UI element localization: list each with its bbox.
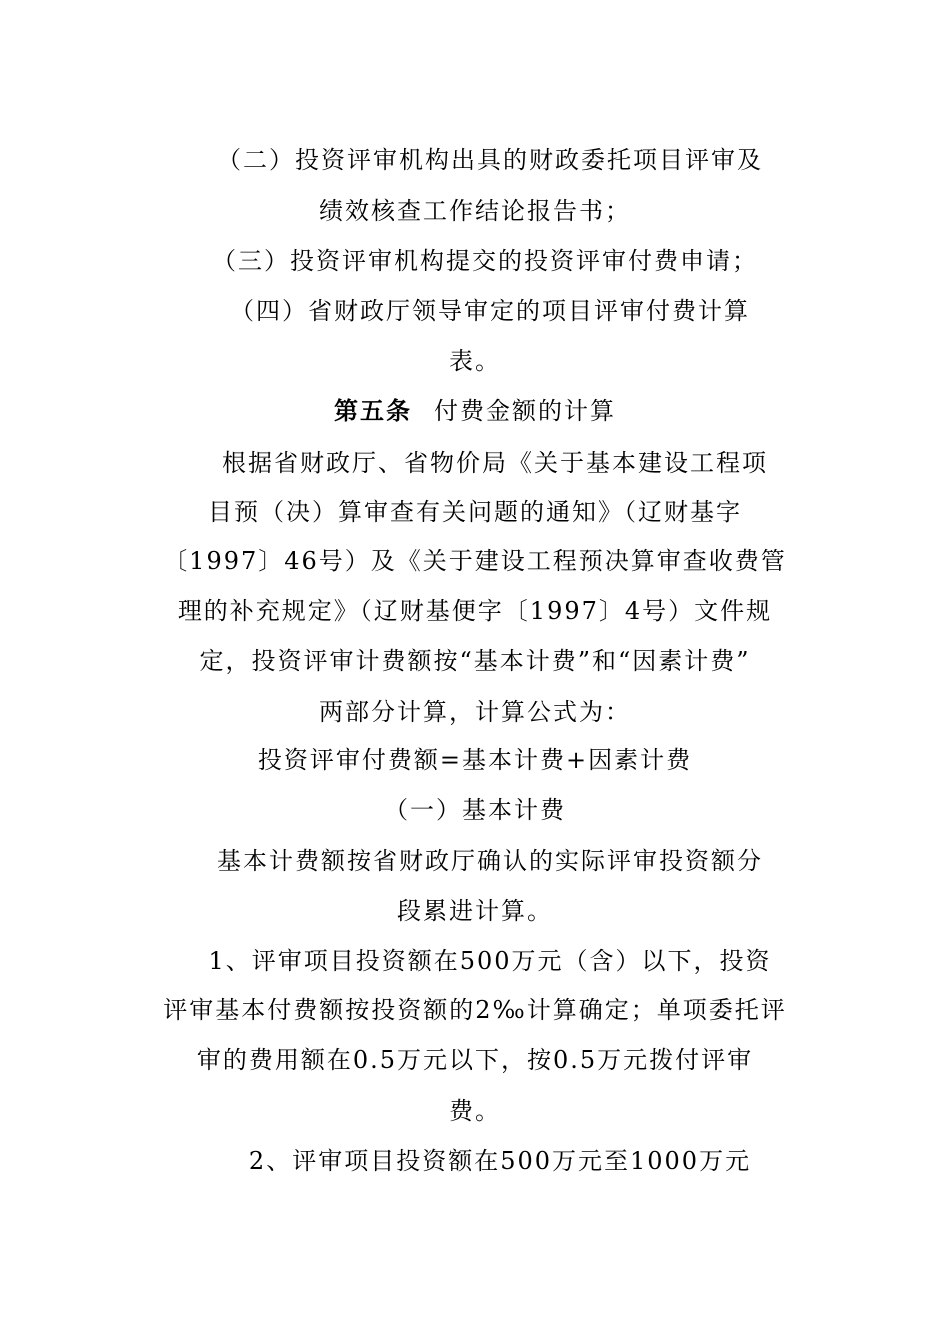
paragraph-line-12: 基本计费额按省财政厅确认的实际评审投资额分 bbox=[217, 847, 763, 875]
article-heading bbox=[0, 396, 950, 426]
paragraph-line-7: 目预（决）算审查有关问题的通知》（辽财基字 bbox=[208, 498, 742, 526]
paragraph-line-16: 审的费用额在0.5万元以下，按0.5万元拨付评审 bbox=[196, 1046, 754, 1074]
paragraph-line-14: 1、评审项目投资额在500万元（含）以下，投资 bbox=[208, 947, 772, 975]
paragraph-line-17: 费。 bbox=[449, 1097, 501, 1125]
paragraph-line-5: 表。 bbox=[449, 347, 501, 375]
article-title: 付费金额的计算 bbox=[434, 397, 616, 425]
paragraph-line-18: 2、评审项目投资额在500万元至1000万元 bbox=[248, 1147, 752, 1175]
paragraph-line-10: 定，投资评审计费额按“基本计费”和“因素计费” bbox=[199, 647, 751, 675]
paragraph-line-9: 理的补充规定》（辽财基便字〔1997〕4号）文件规 bbox=[177, 597, 773, 625]
article-number: 第五条 bbox=[334, 397, 412, 425]
paragraph-line-4: （四）省财政厅领导审定的项目评审付费计算 bbox=[230, 297, 750, 325]
paragraph-line-2: 绩效核查工作结论报告书； bbox=[319, 197, 631, 225]
paragraph-line-13: 段累进计算。 bbox=[397, 897, 553, 925]
paragraph-line-3: （三）投资评审机构提交的投资评审付费申请； bbox=[212, 247, 758, 275]
paragraph-line-6: 根据省财政厅、省物价局《关于基本建设工程项 bbox=[222, 449, 768, 477]
paragraph-line-1: （二）投资评审机构出具的财政委托项目评审及 bbox=[217, 146, 763, 174]
paragraph-line-8: 〔1997〕46号）及《关于建设工程预决算审查收费管 bbox=[163, 547, 787, 575]
paragraph-line-11: 两部分计算，计算公式为： bbox=[319, 698, 631, 726]
paragraph-line-15: 评审基本付费额按投资额的2‰计算确定；单项委托评 bbox=[163, 996, 787, 1024]
formula-line: 投资评审付费额=基本计费+因素计费 bbox=[257, 746, 693, 774]
subheading-basic-fee: （一）基本计费 bbox=[384, 796, 566, 824]
